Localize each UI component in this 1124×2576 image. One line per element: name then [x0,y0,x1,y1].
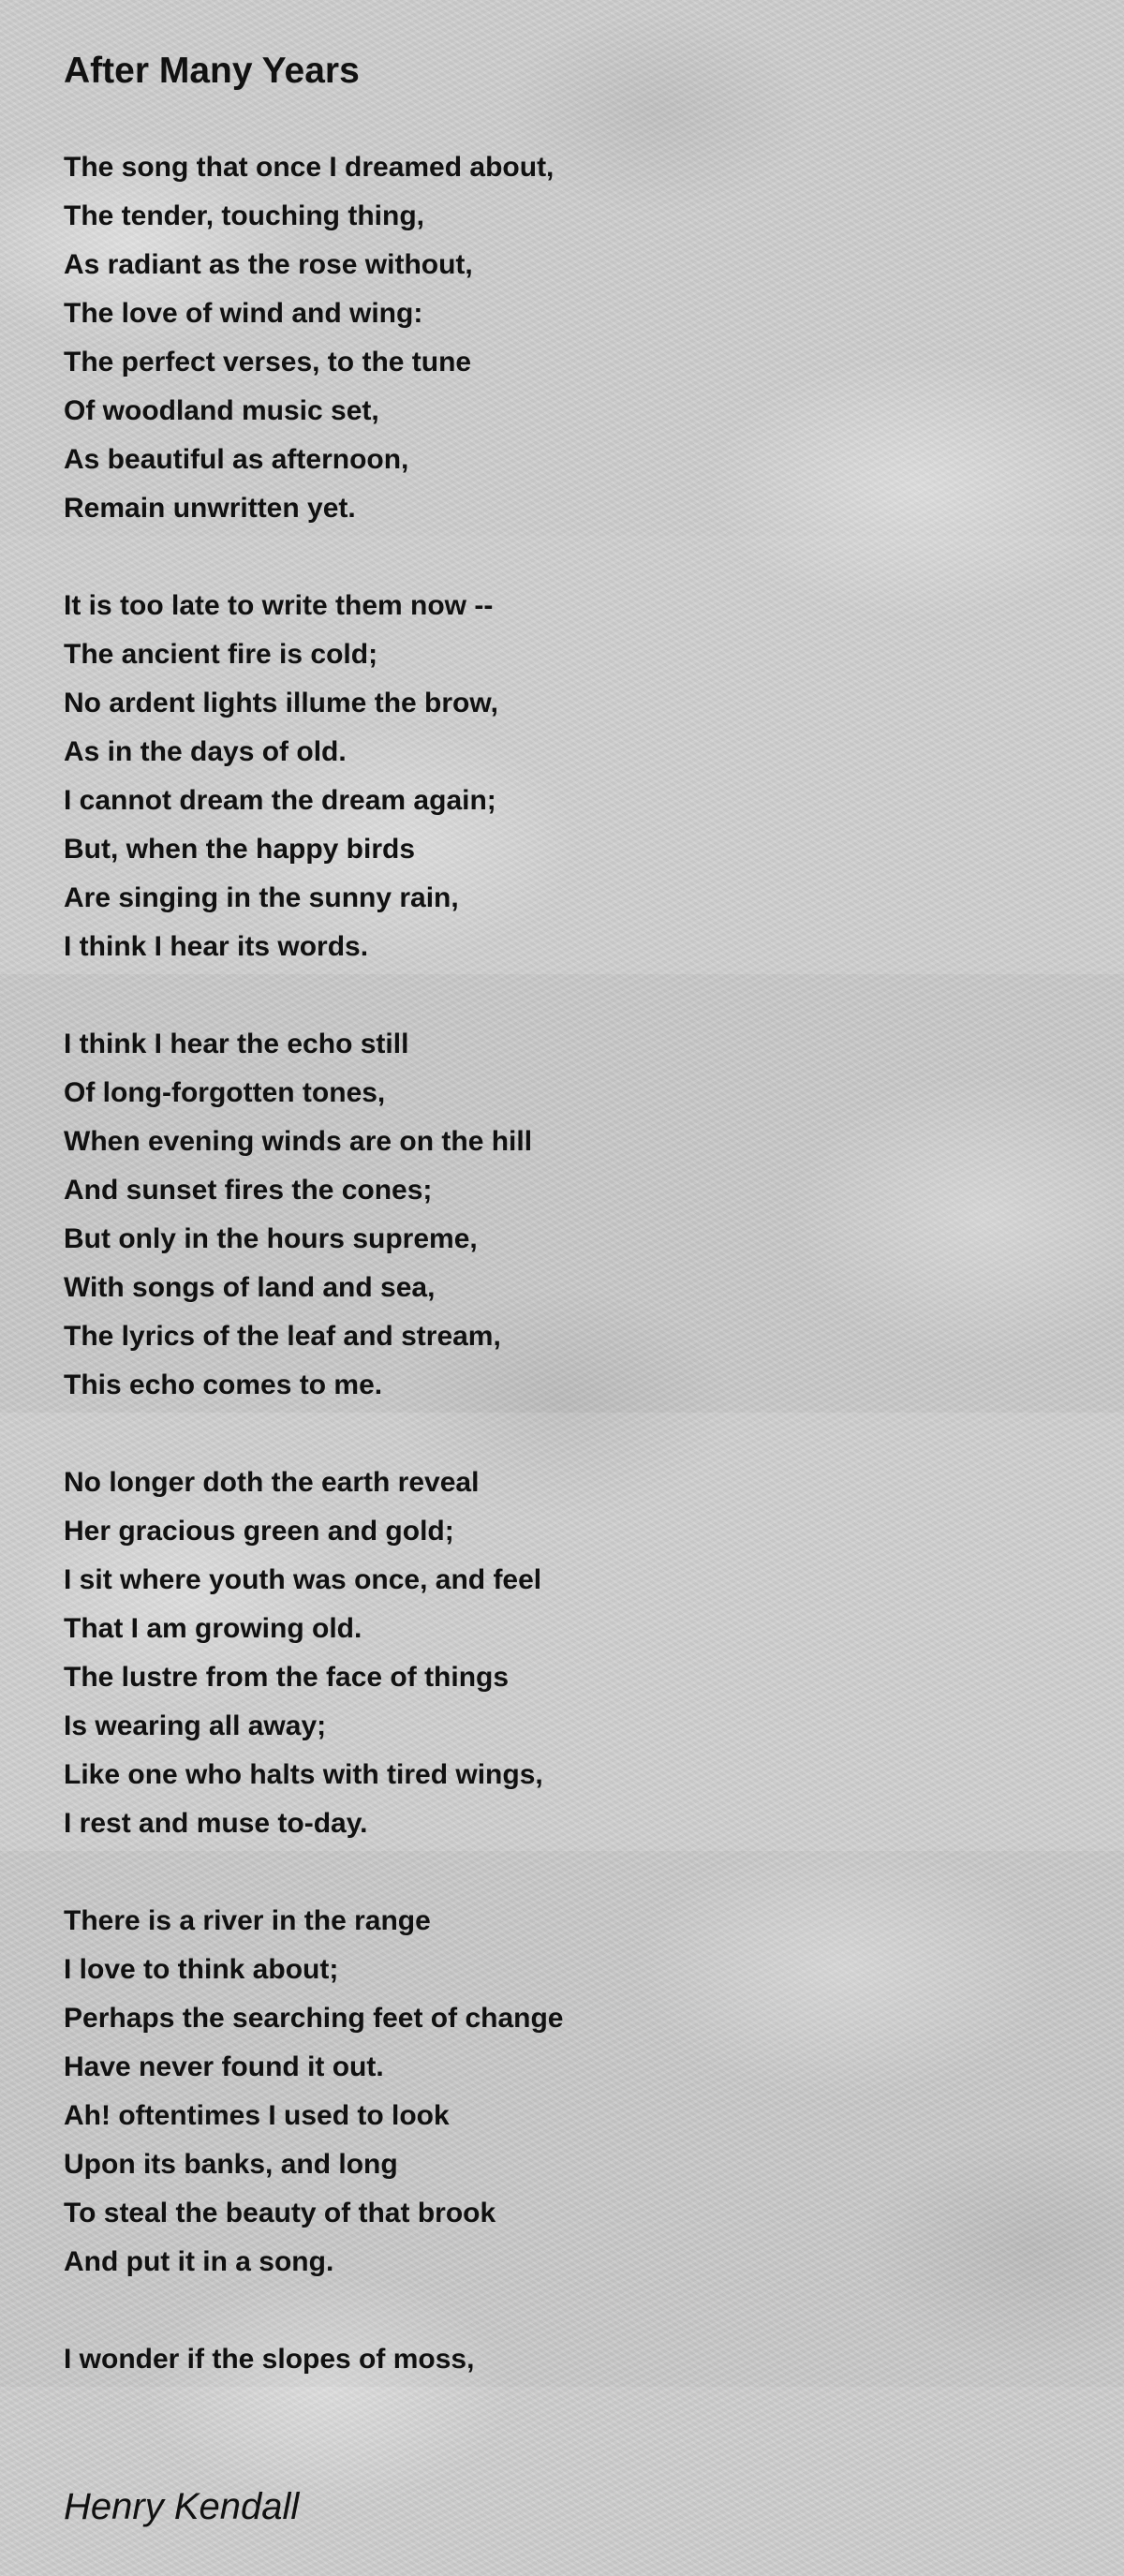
poem-author: Henry Kendall [64,2486,300,2527]
poem-line: I rest and muse to-day. [64,1808,368,1839]
poem-line: The love of wind and wing: [64,298,423,329]
poem-line: And sunset fires the cones; [64,1175,433,1206]
poem-title: After Many Years [64,51,360,91]
stanza-5 [0,1851,1124,2387]
poem-line: No ardent lights illume the brow, [64,688,498,718]
poem-line: The lyrics of the leaf and stream, [64,1321,501,1352]
poem-line: But, when the happy birds [64,834,416,865]
poem-line: Upon its banks, and long [64,2149,398,2180]
poem-line: But only in the hours supreme, [64,1223,478,1254]
poem-line: Of long-forgotten tones, [64,1077,386,1108]
poem-line: The ancient fire is cold; [64,639,378,670]
poem-line: I think I hear the echo still [64,1029,409,1059]
poem-line: As beautiful as afternoon, [64,444,409,475]
poem-line: Like one who halts with tired wings, [64,1759,543,1790]
poem-line: Are singing in the sunny rain, [64,882,459,913]
poem-line: Of woodland music set, [64,395,379,426]
poem-line: I think I hear its words. [64,931,369,962]
poem-line: That I am growing old. [64,1613,362,1644]
stanza-3 [0,974,1124,1413]
poem-line: The song that once I dreamed about, [64,152,555,183]
poem-line: Remain unwritten yet. [64,493,356,524]
poem-line: With songs of land and sea, [64,1272,436,1303]
poem-line: The perfect verses, to the tune [64,347,472,378]
poem-line: I sit where youth was once, and feel [64,1564,542,1595]
stanza-4 [0,1413,1124,1851]
poem-line: It is too late to write them now -- [64,590,494,621]
poem-line: The lustre from the face of things [64,1662,510,1693]
poem-line: As radiant as the rose without, [64,249,473,280]
poem-line: I love to think about; [64,1954,339,1985]
poem-line: Ah! oftentimes I used to look [64,2100,450,2131]
poem-line: The tender, touching thing, [64,200,424,231]
poem-line: Is wearing all away; [64,1710,327,1741]
poem-line: This echo comes to me. [64,1369,383,1400]
poem-line: Have never found it out. [64,2051,384,2082]
poem-line: As in the days of old. [64,736,347,767]
poem-line: I wonder if the slopes of moss, [64,2344,475,2375]
poem-line: Her gracious green and gold; [64,1516,454,1547]
poem-line: Perhaps the searching feet of change [64,2003,564,2034]
poem-line: I cannot dream the dream again; [64,785,496,816]
stanza-1 [0,0,1124,536]
poem-line: To steal the beauty of that brook [64,2198,496,2228]
poem-line: No longer doth the earth reveal [64,1467,480,1498]
poem-line: When evening winds are on the hill [64,1126,533,1157]
poem-line: There is a river in the range [64,1905,431,1936]
stanza-gap [64,2287,1124,2335]
poem-line: And put it in a song. [64,2246,334,2277]
stanza-2 [0,536,1124,974]
